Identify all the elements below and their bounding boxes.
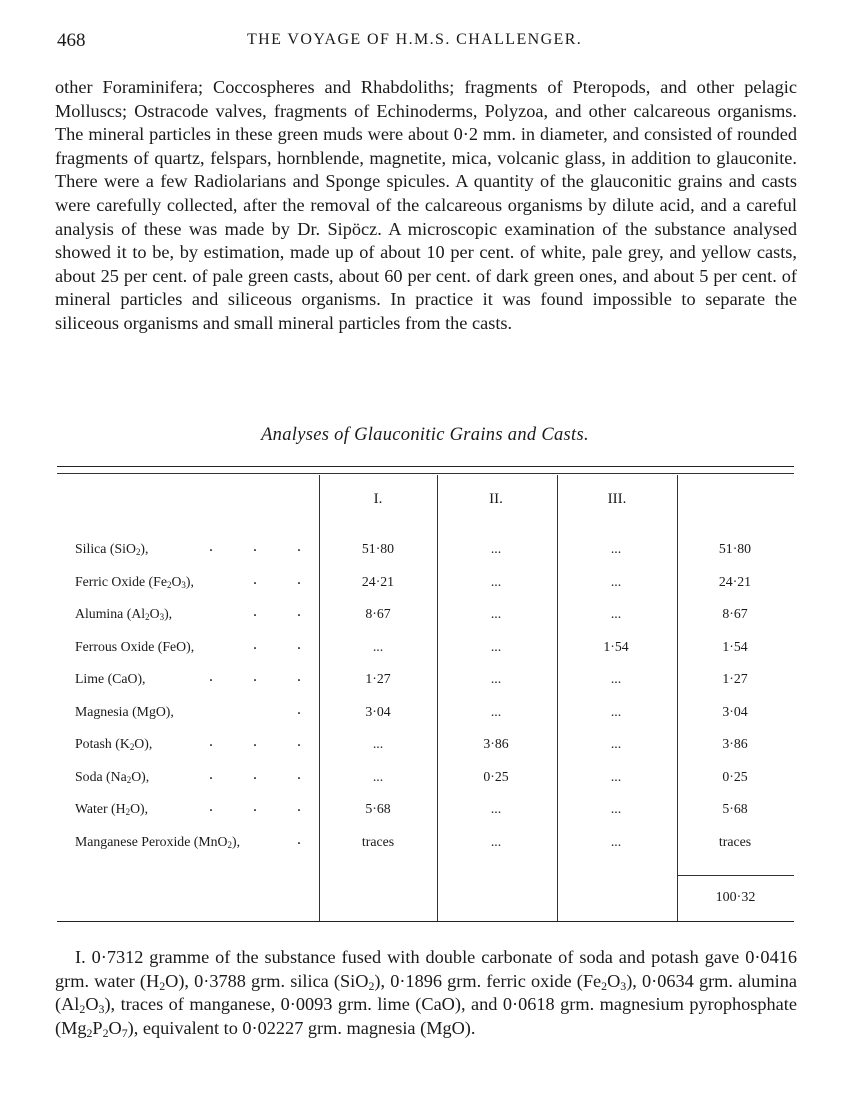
column-header-iii: III. bbox=[607, 491, 627, 507]
row-label: Ferrous Oxide (FeO), bbox=[75, 638, 195, 654]
cell-analysis-iii: ... bbox=[610, 573, 622, 589]
cell-total: traces bbox=[718, 833, 752, 849]
leader-dots: . . bbox=[253, 635, 301, 653]
cell-analysis-iii: ... bbox=[610, 736, 622, 751]
table-row bbox=[57, 830, 794, 858]
leader-dots: . . . bbox=[209, 668, 301, 685]
table-row bbox=[57, 798, 794, 825]
total-rule bbox=[677, 875, 794, 876]
table-row bbox=[57, 538, 794, 565]
leader-dots: . . bbox=[253, 570, 301, 588]
cell-total: 5·68 bbox=[722, 801, 748, 816]
table-row bbox=[57, 570, 794, 598]
cell-analysis-ii: ... bbox=[490, 801, 502, 816]
footnote-paragraph: I. 0·7312 gramme of the substance fused with double carbonate of soda and potash gave 0·0416 grm. water $(H_2O)$, 0·3788 grm. silica (SiO$_2$), 0·1896 grm. ferric oxide $(Fe_2O_3)$, 0·0634 grm. alumina $(Al_2O_3)$, traces of manganese, 0·0093 grm. lime (CaO), and 0·0618 grm. magnesium pyrophosphate $(Mg_2P_2O_7)$, equivalent to 0·02227 grm. magnesia (MgO). bbox=[55, 947, 797, 1040]
table-row bbox=[57, 603, 794, 630]
cell-analysis-iii: 1·54 bbox=[603, 638, 629, 654]
cell-total: 1·54 bbox=[722, 638, 748, 654]
cell-analysis-iii: ... bbox=[610, 801, 622, 816]
cell-total: 8·67 bbox=[722, 606, 748, 621]
cell-analysis-ii: 0·25 bbox=[483, 768, 509, 784]
cell-analysis-i: traces bbox=[361, 833, 395, 849]
cell-analysis-i: ... bbox=[372, 768, 384, 784]
row-label: Water $(H_2O)$, bbox=[75, 801, 149, 818]
cell-analysis-iii: ... bbox=[610, 833, 622, 849]
page-header bbox=[57, 30, 797, 54]
column-header-ii: II. bbox=[489, 491, 503, 507]
table-row bbox=[57, 700, 794, 728]
cell-analysis-i: ... bbox=[372, 638, 384, 654]
leader-dots: . . . bbox=[209, 765, 301, 783]
row-label: Lime (CaO), bbox=[75, 671, 146, 686]
cell-analysis-i: 5·68 bbox=[365, 801, 391, 816]
leader-dots: . . bbox=[253, 603, 301, 620]
table-title: Analyses of Glauconitic Grains and Casts. bbox=[261, 425, 589, 445]
cell-analysis-iii: ... bbox=[610, 768, 622, 784]
leader-dots: . . . bbox=[209, 538, 301, 555]
cell-total: 3·86 bbox=[722, 736, 748, 751]
leader-dots: . . . bbox=[209, 798, 301, 815]
cell-analysis-ii: ... bbox=[490, 703, 502, 719]
cell-analysis-i: 8·67 bbox=[365, 606, 391, 621]
cell-analysis-ii: 3·86 bbox=[483, 736, 509, 751]
grand-total: 100·32 bbox=[715, 890, 756, 905]
row-label: Potash $(K_2O)$, bbox=[75, 736, 153, 753]
cell-total: 24·21 bbox=[718, 573, 752, 589]
cell-analysis-iii: ... bbox=[610, 541, 622, 556]
cell-total: 0·25 bbox=[722, 768, 748, 784]
cell-analysis-ii: ... bbox=[490, 671, 502, 686]
table-row bbox=[57, 733, 794, 760]
row-label: Ferric Oxide $(Fe_2O_3)$, bbox=[75, 573, 194, 590]
cell-analysis-i: ... bbox=[372, 736, 384, 751]
cell-analysis-ii: ... bbox=[490, 573, 502, 589]
leader-dots: . bbox=[297, 700, 301, 718]
table-inner-rule bbox=[57, 473, 794, 474]
leader-dots: . bbox=[297, 830, 301, 848]
cell-analysis-i: 24·21 bbox=[361, 573, 395, 589]
column-header-i: I. bbox=[373, 491, 383, 507]
analysis-table bbox=[57, 466, 794, 922]
cell-analysis-iii: ... bbox=[610, 703, 622, 719]
cell-analysis-ii: ... bbox=[490, 541, 502, 556]
running-head: THE VOYAGE OF H.M.S. CHALLENGER. bbox=[247, 31, 583, 48]
row-label: Soda $(Na_2O)$, bbox=[75, 768, 150, 785]
cell-analysis-ii: ... bbox=[490, 638, 502, 654]
row-label: Magnesia (MgO), bbox=[75, 703, 174, 719]
cell-analysis-ii: ... bbox=[490, 606, 502, 621]
page-number: 468 bbox=[57, 30, 86, 51]
cell-analysis-iii: ... bbox=[610, 671, 622, 686]
cell-total: 51·80 bbox=[718, 541, 752, 556]
cell-analysis-i: 1·27 bbox=[365, 671, 391, 686]
table-row bbox=[57, 635, 794, 663]
table-row bbox=[57, 765, 794, 793]
leader-dots: . . . bbox=[209, 733, 301, 750]
cell-analysis-iii: ... bbox=[610, 606, 622, 621]
cell-analysis-ii: ... bbox=[490, 833, 502, 849]
row-label: Alumina $(Al_2O_3)$, bbox=[75, 606, 173, 623]
cell-analysis-i: 3·04 bbox=[365, 703, 391, 719]
row-label: Manganese Peroxide (MnO$_2$), bbox=[75, 833, 241, 850]
intro-paragraph: other Foraminifera; Coccospheres and Rhabdoliths; fragments of Pteropods, and other pelagic Molluscs; Ostracode valves, fragments of Echinoderms, Polyzoa, and other calcareous organisms. The mineral particles in these green muds were about 0·2 mm. in diameter, and consisted of rounded fragments of quartz, felspars, hornblende, magnetite, mica, volcanic glass, in addition to glauconite. There were a few Radiolarians and Sponge spicules. A quantity of the glauconitic grains and casts were carefully collected, after the removal of the calcareous organisms by dilute acid, and a careful analysis of these was made by Dr. Sipöcz. A microscopic examination of the substance analysed showed it to be, by estimation, made up of about 10 per cent. of white, pale grey, and yellow casts, about 25 per cent. of pale green casts, about 60 per cent. of dark green ones, and about 5 per cent. of mineral particles and siliceous organisms. In practice it was found impossible to separate the siliceous organisms and small mineral particles from the casts. bbox=[55, 77, 797, 333]
cell-total: 3·04 bbox=[722, 703, 748, 719]
cell-total: 1·27 bbox=[722, 671, 748, 686]
row-label: Silica (SiO$_2$), bbox=[75, 541, 149, 558]
table-row bbox=[57, 668, 794, 695]
cell-analysis-i: 51·80 bbox=[361, 541, 395, 556]
